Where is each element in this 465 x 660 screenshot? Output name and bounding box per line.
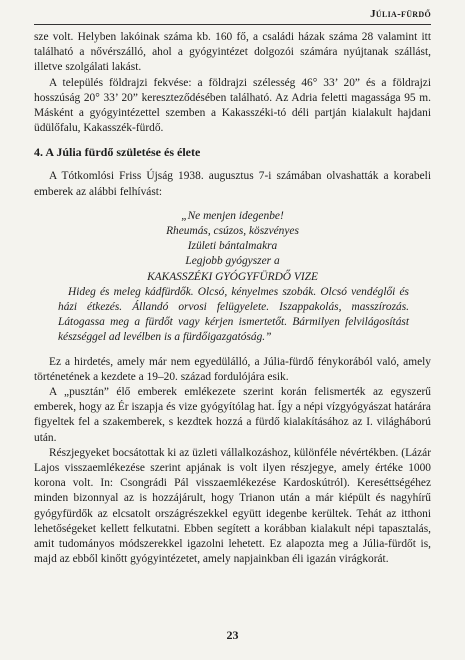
paragraph: sze volt. Helyben lakóinak száma kb. 160 fő, a családi házak száma 28 valamint itt található a nővérszálló, ahol a gyógyintézet dolgozói számára nyújtanak szállást, illetve szolgálati lakást. [34, 31, 431, 74]
quote-line: „Ne menjen idegenbe! [181, 209, 284, 222]
section-heading: 4. A Júlia fürdő születése és élete [34, 145, 201, 160]
page-body [34, 30, 431, 568]
quote-line: Izületi bántalmakra [187, 240, 278, 253]
quote-line: Rheumás, csúzos, köszvényes [166, 225, 299, 238]
paragraph: Részjegyeket bocsátottak ki az üzleti vállalkozáshoz, különféle névértékben. (Lázár Lajos visszaemlékezése szerint apjának is volt ilyen részjegye, amely értéke 1000 korona volt. In: Csongrádi Pál visszaemlékezése Kardoskútról). Kereséttségéhez minden bizonnyal az is hozzájárult, hogy Trianon után a már kiépült és nagyhírű gyógyfürdők az elcsatolt országrészekkel együtt idegenbe kerültek. Tehát az itthoni lehetőségeket kellett felkutatni. Ebben segített a korábban kialakult népi tapasztalás, amit tudományos módszerekkel igazolni lehetett. Ez alapozta meg a Júlia-fürdőt is, majd az ebből kinőtt gyógyintézetet, amely napjainkban éli igazán virágkorát. [34, 446, 431, 566]
page-number: 23 [226, 628, 239, 642]
paragraph: A település földrajzi fekvése: a földrajzi szélesség 46° 33’ 20” és a földrajzi hosszúság 20° 33’ 20” kereszteződésében található. Az Adria feletti magassága 95 m. Másként a gyógyintézettel szemben a Kakasszéki-tó déli partján kialakult hajdani üdülőfalu, Kakasszék-fürdő. [34, 76, 431, 135]
quote-line: Legjobb gyógyszer a [185, 255, 280, 268]
quote-body: Hideg és meleg kádfürdők. Olcsó, kényelmes szobák. Olcsó vendéglői és házi étkezés. Állandó orvosi felügyelete. Iszappakolás, masszírozás. Látogassa meg a fürdőt vagy kérjen ismertetőt. Bármilyen felvilágosítást készséggel ad levélben is a fürdőigazgatóság.” [58, 285, 409, 344]
header-rule [34, 24, 431, 25]
paragraph: Ez a hirdetés, amely már nem egyedülálló, a Júlia-fürdő fénykorából való, amely történetének a kezdete a 19–20. század fordulójára esik. [34, 355, 431, 383]
running-head: Júlia-fürdő [370, 8, 431, 20]
intro-paragraph: A Tótkomlósi Friss Újság 1938. augusztus 7-i számában olvashatták a korabeli emberek az alábbi felhívást: [34, 170, 431, 198]
paragraph: A „pusztán” élő emberek emlékezete szerint korán felismerték az egyszerű emberek, hogy az Ér iszapja és vize gyógyítólag hat. Így a népi vízgyógyászat határára figyeltek fel a szakemberek, s kezdtek hozzá a fürdő kialakításához az I. világháború után. [34, 386, 431, 444]
advertisement-quote [34, 209, 431, 285]
quote-line: KAKASSZÉKI GYÓGYFÜRDŐ VIZE [147, 270, 318, 283]
